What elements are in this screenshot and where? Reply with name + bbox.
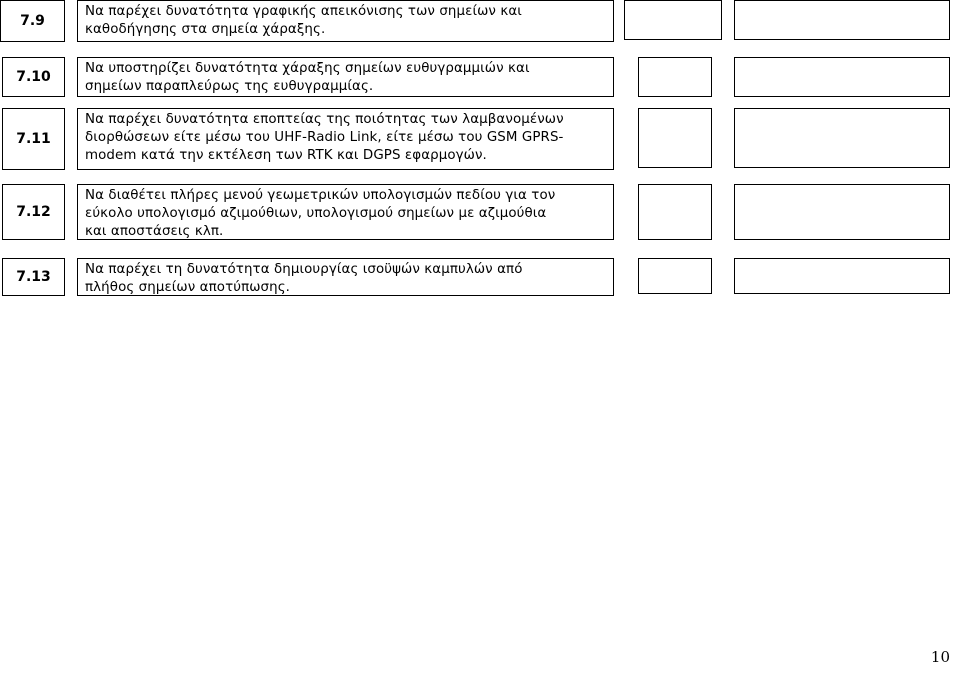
reference-cell-7-10 [734,57,950,97]
answer-cell-7-10 [638,57,712,97]
answer-cell-7-13 [638,258,712,294]
description-line: Να παρέχει τη δυνατότητα δημιουργίας ισοϋψών καμπυλών από [85,262,523,277]
description-line: και αποστάσεις κλπ. [85,224,224,239]
description-line: διορθώσεων είτε μέσω του UHF-Radio Link, είτε μέσω του GSM GPRS- [85,130,564,145]
item-description-7-11 [77,108,614,170]
description-line: πλήθος σημείων αποτύπωσης. [85,280,291,295]
description-line: Να παρέχει δυνατότητα εποπτείας της ποιότητας των λαμβανομένων [85,112,564,127]
item-number-7-10: 7.10 [2,57,65,97]
item-number-7-9: 7.9 [0,0,65,42]
description-line: modem κατά την εκτέλεση των RTK και DGPS εφαρμογών. [85,148,487,163]
reference-cell-7-12 [734,184,950,240]
item-description-7-9 [77,0,614,42]
answer-cell-7-11 [638,108,712,168]
reference-cell-7-11 [734,108,950,168]
page-number: 10 [930,648,950,666]
item-description-7-13 [77,258,614,296]
description-line: Να παρέχει δυνατότητα γραφικής απεικόνισης των σημείων και [85,4,522,19]
description-line: σημείων παραπλεύρως της ευθυγραμμίας. [85,79,374,94]
description-line: Να διαθέτει πλήρες μενού γεωμετρικών υπολογισμών πεδίου για τον [85,188,556,203]
item-number-7-11: 7.11 [2,108,65,170]
description-line: Να υποστηρίζει δυνατότητα χάραξης σημείων ευθυγραμμιών και [85,61,530,76]
item-description-7-12 [77,184,614,240]
answer-cell-7-12 [638,184,712,240]
reference-cell-7-13 [734,258,950,294]
reference-cell-7-9 [734,0,950,40]
answer-cell-7-9 [624,0,722,40]
description-line: καθοδήγησης στα σημεία χάραξης. [85,22,326,37]
item-number-7-13: 7.13 [2,258,65,296]
item-number-7-12: 7.12 [2,184,65,240]
item-description-7-10 [77,57,614,97]
description-line: εύκολο υπολογισμό αζιμούθιων, υπολογισμού σημείων με αζιμούθια [85,206,547,221]
